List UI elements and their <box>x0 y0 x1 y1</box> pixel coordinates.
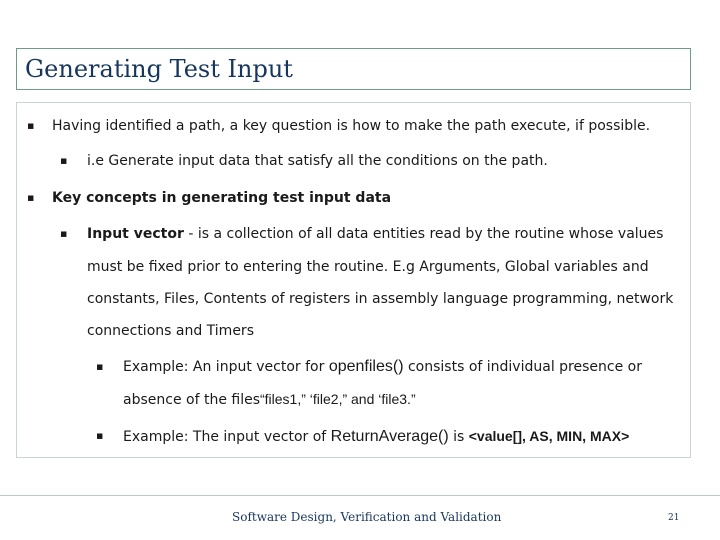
bullet-marker: ▪ <box>60 154 68 167</box>
function-name-openfiles: openfiles() <box>328 358 404 375</box>
footer-course-title: Software Design, Verification and Validation <box>232 510 502 524</box>
bullet-text-path-question: Having identified a path, a key question is how to make the path execute, if possible. <box>52 118 651 134</box>
example-openfiles-rest: consists of individual presence or <box>403 359 642 375</box>
input-vector-line-1 <box>87 225 663 243</box>
bullet-marker: ▪ <box>27 191 35 204</box>
example-returnaverage-intro: Example: The input vector of <box>123 429 331 445</box>
slide-title: Generating Test Input <box>25 55 293 83</box>
input-vector-term: Input vector <box>87 226 184 242</box>
input-vector-line-4: connections and Timers <box>87 323 254 339</box>
input-vector-tuple: <value[], AS, MIN, MAX> <box>468 428 630 444</box>
bullet-marker: ▪ <box>60 227 68 240</box>
footer-divider <box>0 495 720 496</box>
bullet-marker: ▪ <box>96 360 104 373</box>
bullet-text-key-concepts: Key concepts in generating test input data <box>52 190 392 206</box>
example-returnaverage <box>123 427 629 446</box>
bullet-marker: ▪ <box>96 429 104 442</box>
bullet-marker: ▪ <box>27 119 35 132</box>
example-openfiles-line-2 <box>123 390 416 409</box>
function-name-returnaverage: ReturnAverage() <box>330 428 449 445</box>
page-number: 21 <box>668 513 680 523</box>
example-returnaverage-is: is <box>448 429 469 445</box>
bullet-text-generate-input: i.e Generate input data that satisfy all the conditions on the path. <box>87 153 548 169</box>
example-openfiles-absence: absence of the files <box>123 392 260 408</box>
file-names: “files1,” ‘file2,” and ‘file3.” <box>260 391 416 407</box>
input-vector-line-2: must be fixed prior to entering the routine. E.g Arguments, Global variables and <box>87 259 649 275</box>
example-openfiles-line-1 <box>123 358 642 376</box>
slide-title-box <box>16 48 691 90</box>
input-vector-definition: - is a collection of all data entities read by the routine whose values <box>183 226 664 242</box>
input-vector-line-3: constants, Files, Contents of registers in assembly language programming, network <box>87 291 674 307</box>
example-openfiles-intro: Example: An input vector for <box>123 359 329 375</box>
